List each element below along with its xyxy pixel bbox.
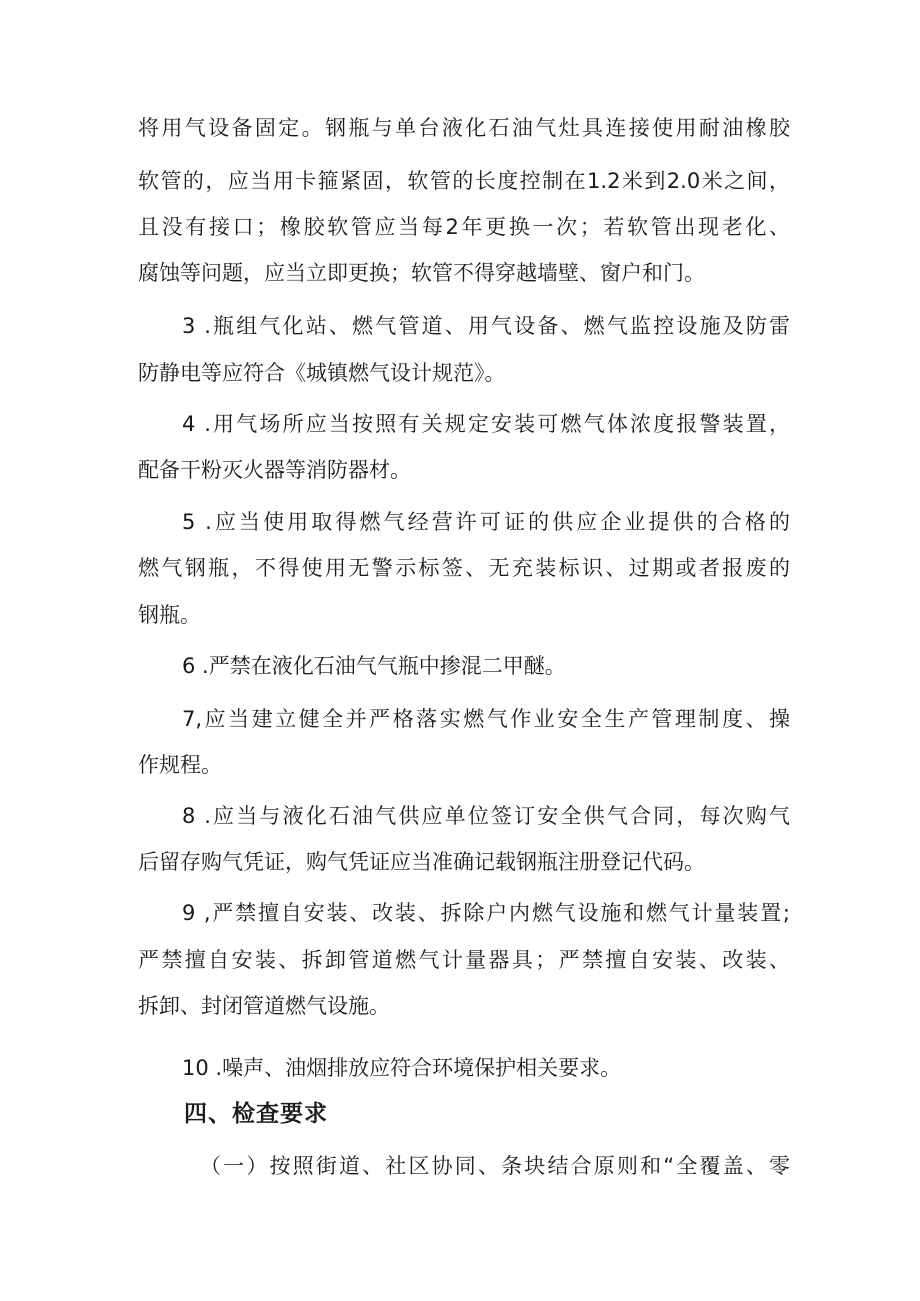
list-item-9-line: 9 ,严禁擅自安装、改装、拆除户内燃气设施和燃气计量装置;: [182, 901, 790, 925]
list-item-7-line: 7,应当建立健全并严格落实燃气作业安全生产管理制度、操: [182, 707, 790, 731]
list-item-3-line: 3 .瓶组气化站、燃气管道、用气设备、燃气监控设施及防雷: [182, 314, 790, 338]
paragraph-line: 且没有接口；橡胶软管应当每2年更换一次；若软管出现老化、: [138, 215, 790, 239]
list-item-4-line: 4 .用气场所应当按照有关规定安装可燃气体浓度报警装置，: [182, 412, 790, 436]
paragraph-line: 钢瓶。: [138, 603, 201, 627]
section-heading: 四、检查要求: [184, 1101, 328, 1127]
list-item-10-line: 10 .噪声、油烟排放应符合环境保护相关要求。: [182, 1056, 622, 1080]
paragraph-line: 配备干粉灭火器等消防器材。: [138, 458, 411, 482]
paragraph-line: （一）按照街道、社区协同、条块结合原则和“全覆盖、零: [200, 1154, 790, 1178]
paragraph-line: 作规程。: [138, 753, 222, 777]
paragraph-line: 拆卸、封闭管道燃气设施。: [138, 994, 390, 1018]
paragraph-line: 软管的，应当用卡箍紧固，软管的长度控制在1.2米到2.0米之间，: [138, 169, 790, 193]
paragraph-line: 将用气设备固定。钢瓶与单台液化石油气灶具连接使用耐油橡胶: [138, 116, 790, 140]
list-item-8-line: 8 .应当与液化石油气供应单位签订安全供气合同，每次购气: [182, 804, 790, 828]
list-item-5-line: 5 .应当使用取得燃气经营许可证的供应企业提供的合格的: [182, 510, 790, 534]
paragraph-line: 防静电等应符合《城镇燃气设计规范》。: [138, 361, 506, 385]
paragraph-line: 腐蚀等问题，应当立即更换；软管不得穿越墙壁、窗户和门。: [138, 261, 705, 285]
paragraph-line: 后留存购气凭证，购气凭证应当准确记载钢瓶注册登记代码。: [138, 850, 705, 874]
list-item-6-line: 6 .严禁在液化石油气气瓶中掺混二甲醚。: [182, 654, 566, 678]
paragraph-line: 燃气钢瓶，不得使用无警示标签、无充装标识、过期或者报废的: [138, 556, 790, 580]
paragraph-line: 严禁擅自安装、拆卸管道燃气计量器具；严禁擅自安装、改装、: [138, 948, 790, 972]
